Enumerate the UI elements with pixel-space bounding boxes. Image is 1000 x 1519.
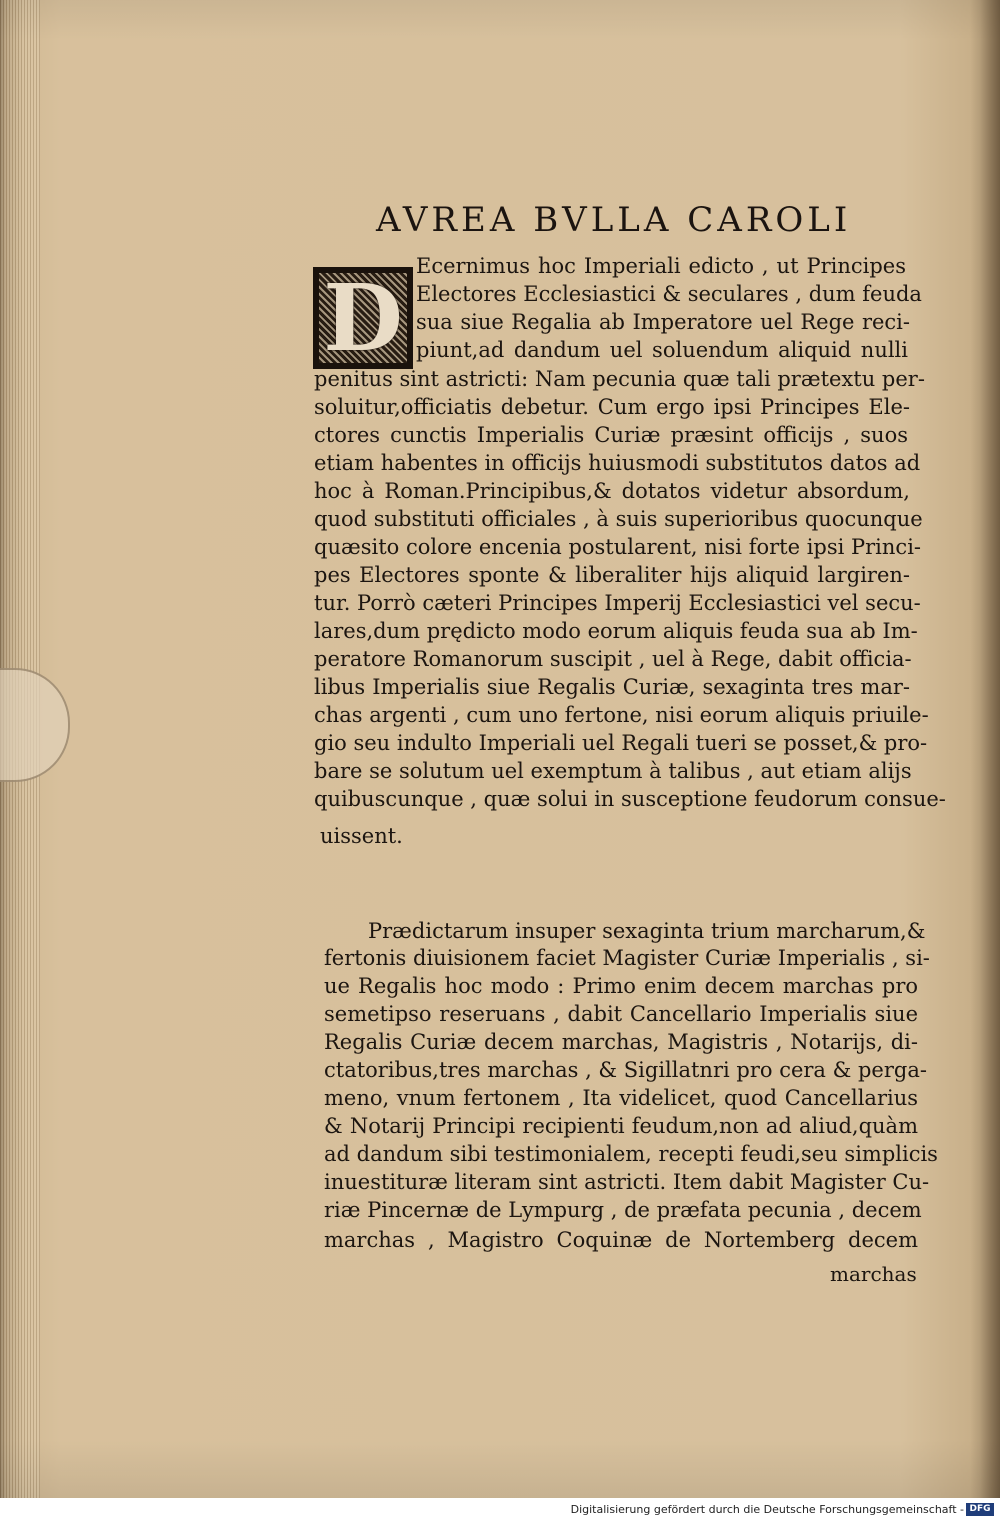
text-line: ctatoribus,tres marchas , & Sigillatnri pro cera & perga- xyxy=(324,1058,927,1082)
text-line: semetipso reseruans , dabit Cancellario Imperialis siue xyxy=(324,1002,918,1026)
text-line: quæsito colore encenia postularent, nisi forte ipsi Princi- xyxy=(314,535,922,559)
text-line: uissent. xyxy=(320,824,403,848)
text-line: chas argenti , cum uno fertone, nisi eorum aliquis priuile- xyxy=(314,703,929,727)
text-line: fertonis diuisionem faciet Magister Curiæ Imperialis , si- xyxy=(324,946,930,970)
text-line: Prædictarum insuper sexaginta trium marcharum,& xyxy=(368,919,926,943)
text-line: etiam habentes in officijs huiusmodi substitutos datos ad xyxy=(314,451,921,475)
text-line: gio seu indulto Imperiali uel Regali tueri se posset,& pro- xyxy=(314,731,928,755)
text-line: Electores Ecclesiastici & seculares , dum feuda xyxy=(416,282,922,306)
footer-credit: Digitalisierung gefördert durch die Deutsche Forschungsgemeinschaft - xyxy=(570,1503,964,1516)
text-line: libus Imperialis siue Regalis Curiæ, sexaginta tres mar- xyxy=(314,675,910,699)
text-line: ctores cunctis Imperialis Curiæ præsint officijs , suos xyxy=(314,423,908,447)
text-line: pes Electores sponte & liberaliter hijs aliquid largiren- xyxy=(314,563,910,587)
initial-letter: D xyxy=(323,264,403,372)
text-line: quod substituti officiales , à suis superioribus quocunque xyxy=(314,507,923,531)
text-line: Ecernimus hoc Imperiali edicto , ut Principes xyxy=(416,254,906,278)
text-line: inuestituræ literam sint astricti. Item dabit Magister Cu- xyxy=(324,1170,930,1194)
text-line: penitus sint astricti: Nam pecunia quæ tali prætextu per- xyxy=(314,367,925,391)
dfg-logo: DFG xyxy=(966,1503,994,1516)
text-line: ad dandum sibi testimonialem, recepti feudi,seu simplicis xyxy=(324,1142,938,1166)
decorated-initial xyxy=(313,264,413,372)
text-line: bare se solutum uel exemptum à talibus , aut etiam alijs xyxy=(314,759,912,783)
text-line: lares,dum prędicto modo eorum aliquis feuda sua ab Im- xyxy=(314,619,918,643)
text-line: piunt,ad dandum uel soluendum aliquid nulli xyxy=(416,338,908,362)
catchword: marchas xyxy=(830,1262,917,1286)
gutter-shadow xyxy=(970,0,1000,1498)
text-line: peratore Romanorum suscipit , uel à Rege, dabit officia- xyxy=(314,647,912,671)
text-line: tur. Porrò cæteri Principes Imperij Ecclesiastici vel secu- xyxy=(314,591,921,615)
text-line: & Notarij Principi recipienti feudum,non ad aliud,quàm xyxy=(324,1114,918,1138)
text-line: soluitur,officiatis debetur. Cum ergo ipsi Principes Ele- xyxy=(314,395,910,419)
page-heading: AVREA BVLLA CAROLI xyxy=(376,200,852,240)
text-line: meno, vnum fertonem , Ita videlicet, quod Cancellarius xyxy=(324,1086,918,1110)
text-line: Regalis Curiæ decem marchas, Magistris , Notarijs, di- xyxy=(324,1030,918,1054)
text-line: sua siue Regalia ab Imperatore uel Rege reci- xyxy=(416,310,910,334)
text-line: ue Regalis hoc modo : Primo enim decem marchas pro xyxy=(324,974,918,998)
text-line: riæ Pincernæ de Lympurg , de præfata pecunia , decem xyxy=(324,1198,922,1222)
paper-clip-mark xyxy=(0,668,70,782)
text-line: marchas , Magistro Coquinæ de Nortemberg decem xyxy=(324,1228,918,1252)
text-line: hoc à Roman.Principibus,& dotatos videtur absordum, xyxy=(314,479,910,503)
text-line: quibuscunque , quæ solui in susceptione feudorum consue- xyxy=(314,787,946,811)
